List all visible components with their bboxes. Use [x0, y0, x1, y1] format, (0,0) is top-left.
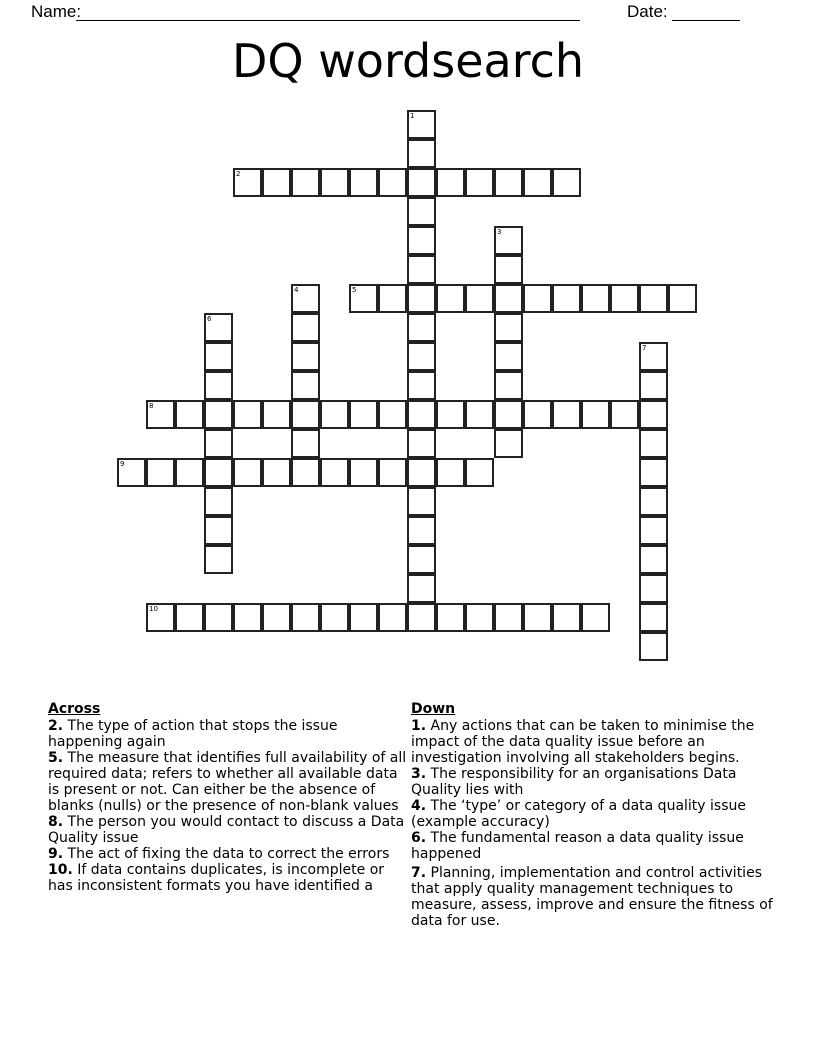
crossword-cell[interactable]	[204, 400, 233, 429]
crossword-cell[interactable]	[610, 284, 639, 313]
crossword-cell[interactable]	[262, 400, 291, 429]
crossword-cell[interactable]	[523, 603, 552, 632]
crossword-cell[interactable]	[523, 284, 552, 313]
crossword-cell[interactable]	[639, 632, 668, 661]
crossword-cell[interactable]	[436, 603, 465, 632]
down-clue	[411, 718, 773, 766]
crossword-cell[interactable]	[175, 400, 204, 429]
crossword-cell[interactable]	[407, 400, 436, 429]
crossword-cell[interactable]	[204, 516, 233, 545]
crossword-cell[interactable]	[494, 342, 523, 371]
crossword-cell[interactable]	[581, 603, 610, 632]
crossword-cell[interactable]	[465, 284, 494, 313]
crossword-cell[interactable]	[639, 371, 668, 400]
crossword-cell[interactable]	[552, 284, 581, 313]
crossword-cell[interactable]	[320, 168, 349, 197]
clue-text: If data contains duplicates, is incomplete or has inconsistent formats you have identified a	[48, 862, 385, 894]
crossword-cell[interactable]	[407, 168, 436, 197]
crossword-cell[interactable]	[494, 168, 523, 197]
crossword-cell[interactable]	[291, 313, 320, 342]
crossword-cell[interactable]	[407, 342, 436, 371]
crossword-cell[interactable]	[639, 574, 668, 603]
crossword-cell[interactable]	[639, 516, 668, 545]
crossword-cell[interactable]	[581, 400, 610, 429]
crossword-cell[interactable]	[378, 284, 407, 313]
clue-text: Any actions that can be taken to minimise the impact of the data quality issue before an investigation involving all stakeholders begins.	[411, 718, 755, 766]
crossword-cell[interactable]	[117, 458, 146, 487]
cell-number: 4	[294, 286, 299, 294]
clue-number: 4.	[411, 798, 427, 814]
clue-number: 8.	[48, 814, 64, 830]
across-heading: Across	[48, 701, 101, 717]
clue-text: The responsibility for an organisations Data Quality lies with	[411, 766, 737, 798]
crossword-cell[interactable]	[465, 603, 494, 632]
crossword-cell[interactable]	[146, 603, 175, 632]
clue-text: The type of action that stops the issue happening again	[48, 718, 338, 750]
cell-number: 3	[497, 228, 502, 236]
crossword-cell[interactable]	[204, 371, 233, 400]
across-clue	[48, 846, 410, 862]
crossword-cell[interactable]	[407, 603, 436, 632]
crossword-cell[interactable]	[494, 255, 523, 284]
crossword-cell[interactable]	[204, 429, 233, 458]
crossword-cell[interactable]	[494, 400, 523, 429]
crossword-cell[interactable]	[610, 400, 639, 429]
down-clue	[411, 830, 773, 862]
crossword-cell[interactable]	[349, 400, 378, 429]
crossword-cell[interactable]	[291, 429, 320, 458]
cell-number: 10	[149, 605, 158, 613]
clue-number: 10.	[48, 862, 73, 878]
crossword-cell[interactable]	[465, 168, 494, 197]
crossword-cell[interactable]	[639, 487, 668, 516]
clue-text: The act of fixing the data to correct the errors	[67, 846, 390, 862]
crossword-cell[interactable]	[639, 342, 668, 371]
clue-number: 7.	[411, 865, 427, 881]
crossword-cell[interactable]	[581, 284, 610, 313]
crossword-cell[interactable]	[639, 545, 668, 574]
clue-text: The ‘type’ or category of a data quality issue (example accuracy)	[411, 798, 746, 830]
crossword-cell[interactable]	[320, 458, 349, 487]
crossword-cell[interactable]	[204, 458, 233, 487]
cell-number: 1	[410, 112, 415, 120]
crossword-cell[interactable]	[639, 603, 668, 632]
crossword-cell[interactable]	[291, 400, 320, 429]
down-clue	[411, 798, 773, 830]
clue-text: The measure that identifies full availability of all required data; refers to whether all available data is present or not. Can either be the absence of blanks (nulls) or the presence of non-blank values	[48, 750, 407, 814]
down-heading: Down	[411, 701, 456, 717]
clue-number: 6.	[411, 830, 427, 846]
crossword-cell[interactable]	[291, 168, 320, 197]
cell-number: 8	[149, 402, 154, 410]
crossword-cell[interactable]	[204, 487, 233, 516]
crossword-cell[interactable]	[523, 168, 552, 197]
crossword-cell[interactable]	[262, 603, 291, 632]
crossword-cell[interactable]	[378, 400, 407, 429]
crossword-cell[interactable]	[523, 400, 552, 429]
across-clue	[48, 718, 410, 750]
crossword-cell[interactable]	[407, 371, 436, 400]
name-label: Name:	[31, 2, 82, 21]
crossword-cell[interactable]	[552, 168, 581, 197]
crossword-cell[interactable]	[436, 168, 465, 197]
crossword-cell[interactable]	[378, 168, 407, 197]
crossword-cell[interactable]	[465, 400, 494, 429]
crossword-cell[interactable]	[349, 168, 378, 197]
clue-number: 3.	[411, 766, 427, 782]
crossword-cell[interactable]	[494, 429, 523, 458]
crossword-cell[interactable]	[639, 458, 668, 487]
page-title: DQ wordsearch	[231, 34, 585, 88]
down-clues	[411, 701, 773, 929]
crossword-cell[interactable]	[407, 516, 436, 545]
crossword-cell[interactable]	[407, 197, 436, 226]
crossword-cell[interactable]	[146, 458, 175, 487]
date-field[interactable]	[672, 20, 740, 21]
down-clue	[411, 766, 773, 798]
clue-number: 1.	[411, 718, 427, 734]
cell-number: 7	[642, 344, 647, 352]
crossword-cell[interactable]	[320, 603, 349, 632]
crossword-cell[interactable]	[494, 313, 523, 342]
crossword-cell[interactable]	[465, 458, 494, 487]
crossword-cell[interactable]	[407, 574, 436, 603]
crossword-cell[interactable]	[407, 545, 436, 574]
crossword-cell[interactable]	[204, 313, 233, 342]
crossword-cell[interactable]	[639, 400, 668, 429]
crossword-cell[interactable]	[146, 400, 175, 429]
crossword-cell[interactable]	[407, 429, 436, 458]
clue-text: The fundamental reason a data quality issue happened	[411, 830, 744, 862]
across-clue	[48, 750, 410, 814]
date-label: Date:	[627, 2, 668, 21]
crossword-cell[interactable]	[436, 284, 465, 313]
across-clue	[48, 814, 410, 846]
across-clue	[48, 862, 410, 894]
crossword-cell[interactable]	[407, 458, 436, 487]
crossword-cell[interactable]	[349, 603, 378, 632]
crossword-cell[interactable]	[378, 458, 407, 487]
crossword-cell[interactable]	[407, 226, 436, 255]
crossword-cell[interactable]	[436, 458, 465, 487]
crossword-cell[interactable]	[407, 313, 436, 342]
clue-text: Planning, implementation and control activities that apply quality management techniques to measure, assess, improve and ensure the fitness of data for use.	[411, 865, 773, 929]
crossword-cell[interactable]	[494, 284, 523, 313]
crossword-cell[interactable]	[204, 342, 233, 371]
cell-number: 9	[120, 460, 125, 468]
crossword-cell[interactable]	[639, 284, 668, 313]
crossword-cell[interactable]	[175, 458, 204, 487]
clue-number: 5.	[48, 750, 64, 766]
crossword-cell[interactable]	[204, 603, 233, 632]
crossword-cell[interactable]	[233, 168, 262, 197]
crossword-cell[interactable]	[233, 400, 262, 429]
name-field[interactable]	[76, 20, 580, 21]
clue-text: The person you would contact to discuss a Data Quality issue	[48, 814, 405, 846]
crossword-cell[interactable]	[407, 110, 436, 139]
crossword-cell[interactable]	[262, 168, 291, 197]
crossword-cell[interactable]	[320, 400, 349, 429]
crossword-cell[interactable]	[639, 429, 668, 458]
crossword-cell[interactable]	[668, 284, 697, 313]
cell-number: 5	[352, 286, 357, 294]
across-clues	[48, 701, 410, 894]
crossword-cell[interactable]	[407, 284, 436, 313]
clue-number: 9.	[48, 846, 64, 862]
crossword-cell[interactable]	[494, 603, 523, 632]
cell-number: 2	[236, 170, 241, 178]
clue-number: 2.	[48, 718, 64, 734]
crossword-cell[interactable]	[494, 226, 523, 255]
crossword-cell[interactable]	[349, 284, 378, 313]
crossword-cell[interactable]	[233, 458, 262, 487]
crossword-cell[interactable]	[291, 284, 320, 313]
crossword-cell[interactable]	[175, 603, 204, 632]
crossword-cell[interactable]	[262, 458, 291, 487]
crossword-cell[interactable]	[552, 603, 581, 632]
crossword-cell[interactable]	[494, 371, 523, 400]
crossword-cell[interactable]	[291, 371, 320, 400]
crossword-cell[interactable]	[291, 458, 320, 487]
crossword-cell[interactable]	[407, 487, 436, 516]
crossword-cell[interactable]	[552, 400, 581, 429]
crossword-cell[interactable]	[349, 458, 378, 487]
crossword-cell[interactable]	[291, 342, 320, 371]
crossword-cell[interactable]	[436, 400, 465, 429]
crossword-cell[interactable]	[378, 603, 407, 632]
crossword-cell[interactable]	[204, 545, 233, 574]
down-clue	[411, 865, 773, 929]
crossword-cell[interactable]	[407, 139, 436, 168]
crossword-cell[interactable]	[407, 255, 436, 284]
crossword-cell[interactable]	[233, 603, 262, 632]
crossword-cell[interactable]	[291, 603, 320, 632]
cell-number: 6	[207, 315, 212, 323]
